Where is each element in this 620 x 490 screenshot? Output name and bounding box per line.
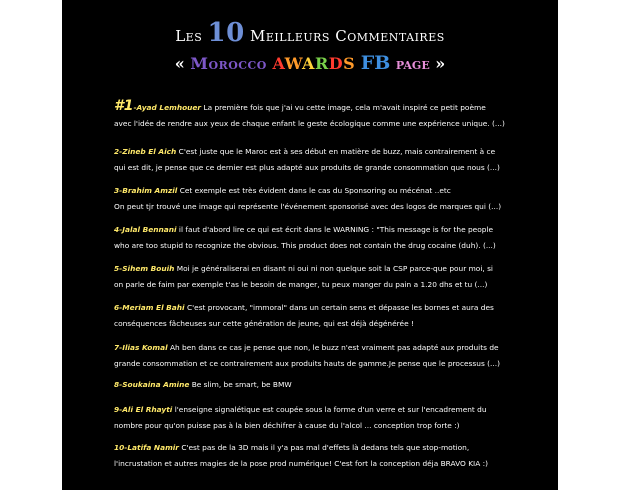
comment-text: C'est pas de la 3D mais il y'a pas mal d'effets là dedans tels que stop-motion, <box>181 443 470 452</box>
comment-text: Cet exemple est très évident dans le cas du Sponsoring ou mécénat ..etc <box>179 186 451 195</box>
comment-author: 3-Brahim Amzil <box>114 186 178 195</box>
comment-1 <box>114 98 510 132</box>
comment-2 <box>114 144 510 176</box>
comment-author: 9-Ali El Rhayti <box>114 405 173 414</box>
comment-text-continued: on parle de faim par exemple t'as le besoin de manger, tu peux manger du pain a 1.20 dhs et tu (...) <box>114 280 488 289</box>
title-prefix: Les <box>175 27 203 45</box>
page-title <box>62 18 558 48</box>
comment-text-continued: who are too stupid to recognize the obvious. This product does not contain the drug cocaine (duh). (...) <box>114 241 496 250</box>
comment-text-continued: On peut tjr trouvé une image qui représente l'événement sponsorisé avec des logos de marques qui (...) <box>114 202 502 211</box>
comment-author: 4-Jalal Bennani <box>114 225 177 234</box>
comment-6 <box>114 300 510 332</box>
comment-text: C'est provocant, "immoral" dans un certain sens et dépasse les bornes et aura des <box>186 303 494 312</box>
comment-author: 6-Meriam El Bahi <box>114 303 185 312</box>
comment-7 <box>114 340 510 372</box>
comment-text: l'enseigne signalétique est coupée sous la forme d'un verre et sur l'encadrement du <box>174 405 487 414</box>
title-suffix: Meilleurs Commentaires <box>250 27 445 45</box>
comment-rank: #1 <box>114 98 134 114</box>
comment-text: Be slim, be smart, be BMW <box>191 380 292 389</box>
comment-author: 5-Sihem Bouih <box>114 264 175 273</box>
comment-text-continued: grande consommation et ce contrairement aux produits hauts de gamme.Je pense que le processus (...) <box>114 359 500 368</box>
comment-9 <box>114 402 510 434</box>
comment-4 <box>114 222 510 254</box>
comment-3 <box>114 183 510 215</box>
subtitle-morocco: Morocco <box>190 54 267 73</box>
comment-text-continued: avec l'idée de rendre aux yeux de chaque enfant le geste écologique comme une expérience unique. (...) <box>114 119 505 128</box>
comment-text-continued: l'incrustation et autres magies de la pose prod numérique! C'est fort la conception déja BRAVO KIA :) <box>114 459 488 468</box>
comment-text-continued: conséquences fâcheuses sur cette génération de jeune, qui est déjà dégénérée ! <box>114 319 414 328</box>
title-number: 10 <box>207 18 245 48</box>
comment-text-continued: nombre pour qu'on puisse pas à la bien déchifrer à cause du l'alcol ... conception trop forte :) <box>114 421 460 430</box>
comment-author: -Ayad Lemhouer <box>133 103 202 112</box>
comment-8 <box>114 377 510 393</box>
page-subtitle <box>62 52 558 74</box>
comment-text: C'est juste que le Maroc est à ses début en matière de buzz, mais contrairement à ce <box>178 147 496 156</box>
comment-author: 7-Ilias Komal <box>114 343 168 352</box>
comment-text-continued: qui est dit, je pense que ce dernier est plus adapté aux produits de grande consommation que nous (...) <box>114 163 500 172</box>
comment-5 <box>114 261 510 293</box>
subtitle-awards: AWARDS <box>272 54 356 73</box>
comment-text: Moi je généraliserai en disant ni oui ni non quelque soit la CSP parce-que pour moi, si <box>176 264 493 273</box>
subtitle-fb: FB <box>360 52 391 74</box>
comment-author: 10-Latifa Namir <box>114 443 179 452</box>
subtitle-close-quote: » <box>435 54 446 73</box>
comment-author: 8-Soukaina Amine <box>114 380 190 389</box>
comment-author: 2-Zineb El Aich <box>114 147 177 156</box>
comment-10 <box>114 440 510 472</box>
subtitle-open-quote: « <box>174 54 185 73</box>
comments-board <box>62 0 558 490</box>
comment-text: Ah ben dans ce cas je pense que non, le buzz n'est vraiment pas adapté aux produits de <box>169 343 499 352</box>
comment-text: La première fois que j'ai vu cette image, cela m'avait inspiré ce petit poème <box>203 103 486 112</box>
subtitle-page: page <box>395 54 430 73</box>
comment-text: il faut d'abord lire ce qui est écrit dans le WARNING : "This message is for the people <box>178 225 494 234</box>
